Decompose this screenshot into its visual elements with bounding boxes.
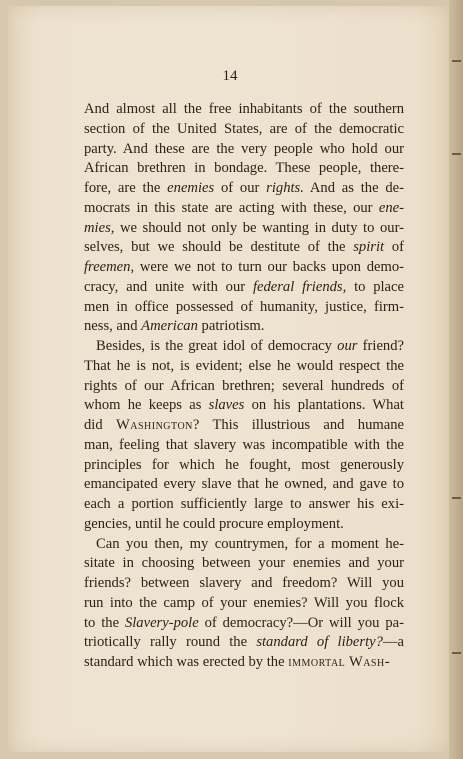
text-line [84, 357, 404, 377]
text-segment: patriotism. [197, 318, 265, 335]
text-line [84, 298, 404, 318]
text-segment: each a portion sufficiently large to answer his exi- [84, 496, 404, 512]
text-segment: mocrats in this state are acting with these, our [84, 199, 379, 216]
text-segment: gencies, until he could procure employment. [84, 515, 344, 532]
italic-text: spirit [353, 239, 385, 256]
italic-text: ene- [378, 199, 404, 216]
paper-page [8, 6, 452, 752]
text-segment: cracy, and unite with our [84, 278, 253, 295]
text-segment: rights of our African brethren; several hundreds of [84, 377, 404, 394]
text-segment: principles for which he fought, most generously [84, 456, 404, 473]
text-segment: —a [382, 634, 404, 651]
text-segment: were we not to turn our backs upon demo- [134, 259, 404, 275]
page-edge-mark [452, 497, 461, 499]
page-edge [449, 0, 463, 759]
text-segment: standard which was erected by the [84, 654, 289, 670]
text-segment: fore, are the [84, 180, 168, 196]
text-line [84, 317, 404, 337]
small-caps-text: Wash- [348, 654, 391, 670]
text-line [84, 258, 404, 278]
page-number: 14 [222, 68, 238, 84]
page-edge-mark [452, 652, 461, 654]
text-segment: on his plantations. What [244, 397, 404, 414]
text-line [84, 120, 404, 140]
italic-text: our [337, 338, 358, 354]
text-line [84, 140, 404, 160]
text-line [84, 554, 404, 574]
text-segment: to the [84, 614, 125, 631]
italic-text: enemies [167, 180, 215, 196]
italic-text: rights. [266, 180, 304, 196]
text-segment: emancipated every slave that he owned, and gave to [84, 476, 404, 493]
text-line [84, 159, 404, 179]
text-line [84, 278, 404, 298]
text-segment: friends? between slavery and freedom? Will you [84, 575, 404, 591]
text-segment: we should not only be wanting in duty to our- [114, 219, 404, 236]
body-text [84, 100, 404, 673]
text-segment: of [384, 239, 405, 256]
text-segment: section of the United States, are of the democratic [84, 120, 404, 137]
text-segment: And as the de- [303, 180, 405, 196]
text-line [84, 377, 404, 397]
text-line [84, 475, 404, 495]
text-line [84, 179, 404, 199]
text-segment: of democracy?—Or will you pa- [198, 614, 404, 631]
italic-text: freemen, [84, 259, 135, 275]
text-segment: to place [346, 278, 404, 295]
text-line [84, 594, 404, 614]
text-line [84, 535, 404, 555]
text-line [84, 238, 404, 258]
italic-text: federal friends, [252, 278, 347, 295]
italic-text: American [141, 318, 198, 335]
italic-text: Slavery-pole [124, 614, 199, 631]
text-segment: ness, and [84, 318, 142, 335]
text-segment: ? This illustrious and humane [192, 417, 404, 433]
text-segment: of our [214, 180, 267, 196]
small-caps-text: Washington [115, 417, 193, 433]
text-line [84, 653, 404, 673]
text-segment: party. And these are the very people who hold our [84, 140, 404, 157]
text-line [84, 199, 404, 219]
text-segment: man, feeling that slavery was incompatible with the [84, 436, 404, 453]
text-segment: triotically rally round the [84, 634, 257, 651]
text-segment: friend? [357, 338, 404, 354]
text-line [84, 456, 404, 476]
text-segment: selves, but we should be destitute of the [84, 239, 354, 256]
text-line [84, 614, 404, 634]
text-line [84, 396, 404, 416]
text-segment: African brethren in bondage. These people, there- [84, 160, 404, 177]
page-edge-mark [452, 60, 461, 62]
page-edge-mark [452, 153, 461, 155]
text-segment: whom he keeps as [84, 397, 209, 414]
text-line [84, 436, 404, 456]
text-segment: That he is not, is evident; else he would respect the [84, 357, 404, 374]
text-line [84, 219, 404, 239]
italic-text: mies, [84, 219, 115, 236]
text-line [84, 337, 404, 357]
text-line [84, 574, 404, 594]
italic-text: slaves [208, 397, 245, 414]
text-segment: run into the camp of your enemies? Will you flock [84, 594, 404, 611]
text-line [84, 515, 404, 535]
text-segment: men in office possessed of humanity, justice, firm- [84, 298, 404, 315]
text-segment: Besides, is the great idol of democracy [96, 338, 338, 354]
italic-text: standard of liberty? [256, 634, 383, 651]
text-segment: And almost all the free inhabitants of the southern [84, 101, 404, 117]
text-segment: sitate in choosing between your enemies and your [84, 555, 404, 572]
text-line [84, 416, 404, 436]
small-caps-text: immortal [288, 654, 346, 670]
text-line [84, 633, 404, 653]
text-segment: did [84, 417, 116, 433]
text-segment: Can you then, my countrymen, for a moment he- [96, 535, 404, 552]
text-line [84, 100, 404, 120]
text-line [84, 495, 404, 515]
